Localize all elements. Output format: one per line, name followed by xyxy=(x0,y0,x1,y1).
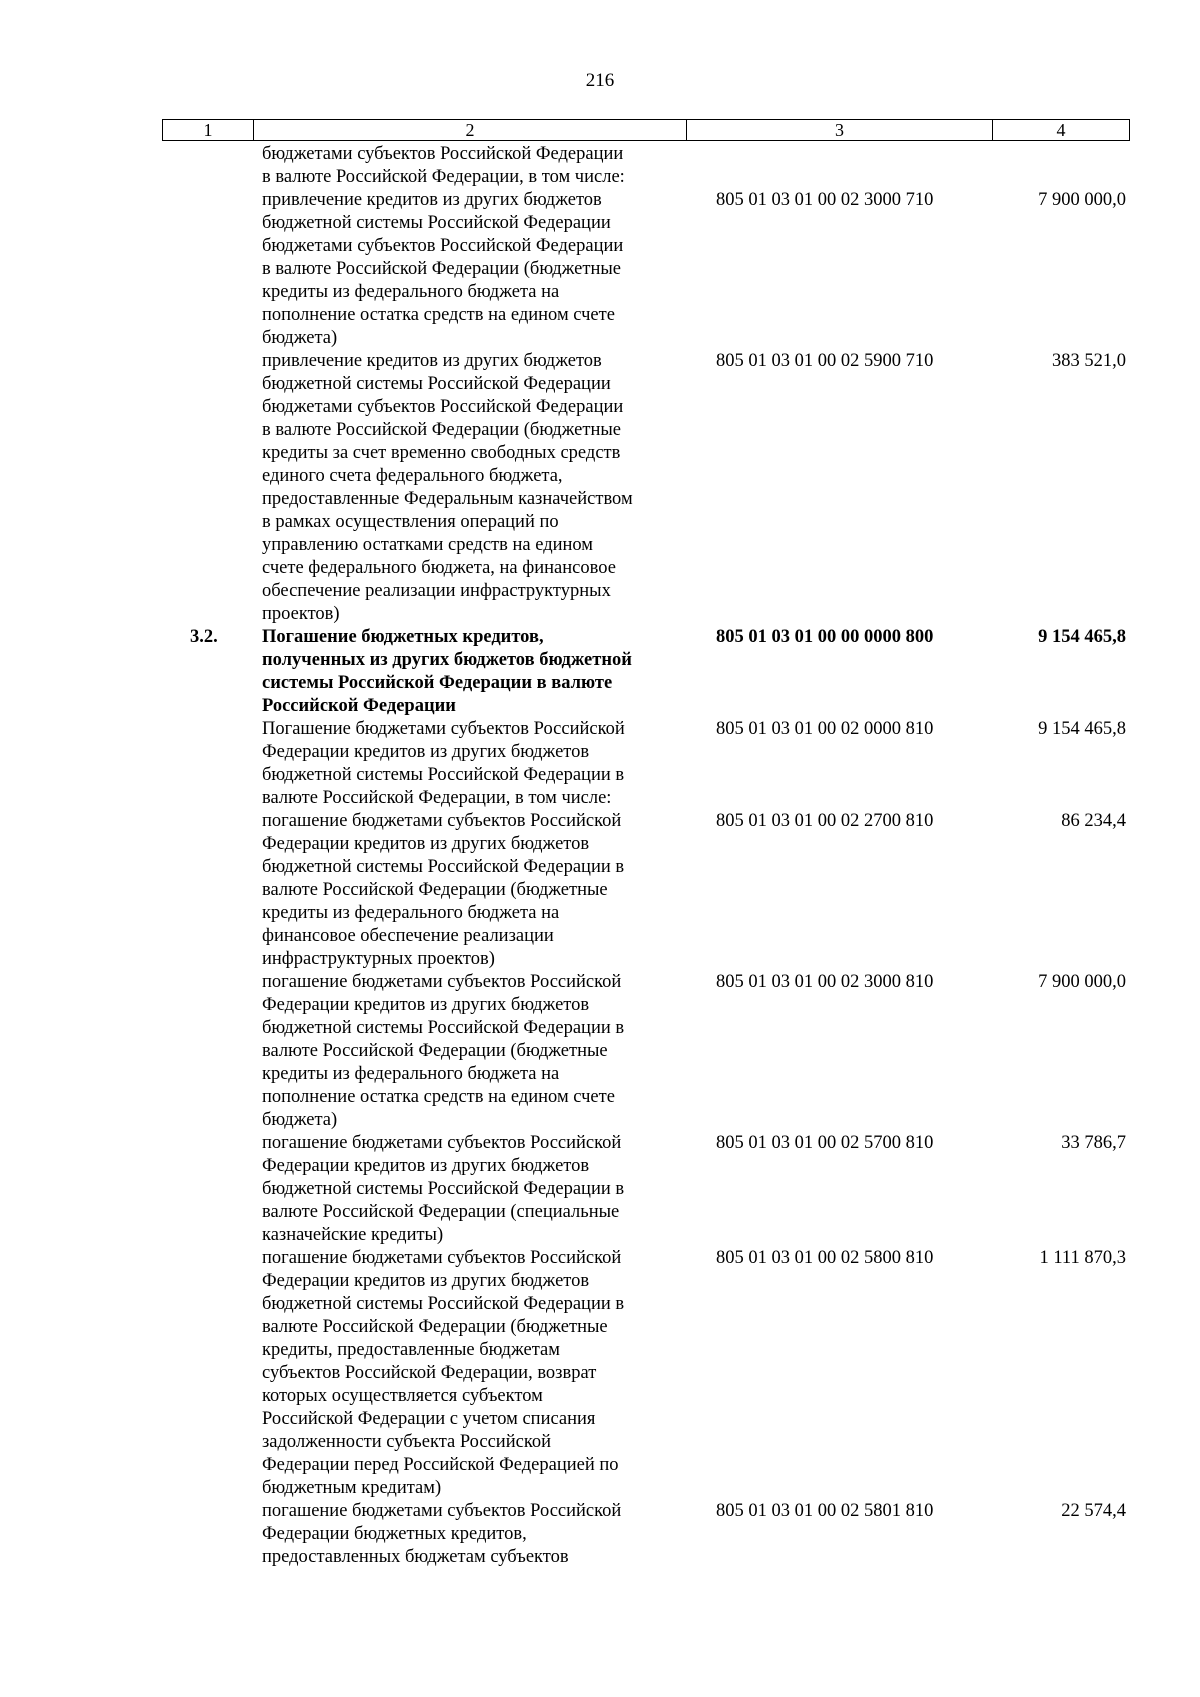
description-line: пополнение остатка средств на едином счете xyxy=(262,1087,615,1107)
table-row xyxy=(0,1500,1200,1569)
description-line: Федерации кредитов из других бюджетов xyxy=(262,995,590,1015)
description-line: Федерации кредитов из других бюджетов xyxy=(262,1271,590,1291)
row-number xyxy=(0,1132,262,1247)
row-amount: 383 521,0 xyxy=(1052,351,1126,371)
table-body xyxy=(0,143,1200,1569)
row-number xyxy=(0,350,262,626)
description-line: валюте Российской Федерации, в том числе: xyxy=(262,788,612,808)
description-line: Российской Федерации xyxy=(262,696,456,716)
description-line: кредиты за счет временно свободных средств xyxy=(262,443,621,463)
row-amount: 7 900 000,0 xyxy=(1038,972,1126,992)
row-description xyxy=(262,718,692,810)
row-amount xyxy=(998,143,1126,189)
description-line: привлечение кредитов из других бюджетов xyxy=(262,351,602,371)
description-line: Погашение бюджетами субъектов Российской xyxy=(262,719,625,739)
row-number xyxy=(0,1247,262,1500)
description-line: в валюте Российской Федерации (бюджетные xyxy=(262,259,621,279)
table-row xyxy=(0,143,1200,189)
row-amount: 1 111 870,3 xyxy=(1039,1248,1126,1268)
description-line: бюджета) xyxy=(262,328,338,348)
description-line: предоставленные Федеральным казначейством xyxy=(262,489,633,509)
description-line: Российской Федерации с учетом списания xyxy=(262,1409,596,1429)
row-amount: 22 574,4 xyxy=(1061,1501,1126,1521)
table-row xyxy=(0,350,1200,626)
description-line: полученных из других бюджетов бюджетной xyxy=(262,650,632,670)
description-line: валюте Российской Федерации (бюджетные xyxy=(262,880,608,900)
description-line: бюджетной системы Российской Федерации в xyxy=(262,765,625,785)
row-description xyxy=(262,350,692,626)
description-line: бюджетной системы Российской Федерации xyxy=(262,213,611,233)
description-line: бюджетной системы Российской Федерации в xyxy=(262,1179,625,1199)
description-line: бюджетной системы Российской Федерации в xyxy=(262,857,625,877)
description-line: счете федерального бюджета, на финансовое xyxy=(262,558,616,578)
description-line: инфраструктурных проектов) xyxy=(262,949,495,969)
description-line: кредиты из федерального бюджета на xyxy=(262,1064,560,1084)
description-line: задолженности субъекта Российской xyxy=(262,1432,552,1452)
description-line: погашение бюджетами субъектов Российской xyxy=(262,1501,622,1521)
row-number xyxy=(0,1500,262,1569)
row-amount: 7 900 000,0 xyxy=(1038,190,1126,210)
row-number xyxy=(0,143,262,189)
row-code: 805 01 03 01 00 02 5700 810 xyxy=(716,1133,934,1153)
description-line: кредиты из федерального бюджета на xyxy=(262,903,560,923)
description-line: бюджетами субъектов Российской Федерации xyxy=(262,236,624,256)
row-number xyxy=(0,718,262,810)
row-amount: 86 234,4 xyxy=(1061,811,1126,831)
description-line: Федерации бюджетных кредитов, xyxy=(262,1524,527,1544)
description-line: бюджетной системы Российской Федерации в xyxy=(262,1018,625,1038)
row-number xyxy=(0,189,262,350)
page-number: 216 xyxy=(585,70,615,91)
row-description xyxy=(262,971,692,1132)
row-description xyxy=(262,1500,692,1569)
description-line: валюте Российской Федерации (бюджетные xyxy=(262,1317,608,1337)
description-line: погашение бюджетами субъектов Российской xyxy=(262,1248,622,1268)
row-description xyxy=(262,143,692,189)
description-line: валюте Российской Федерации (специальные xyxy=(262,1202,620,1222)
row-code: 805 01 03 01 00 02 5800 810 xyxy=(716,1248,934,1268)
table-row xyxy=(0,626,1200,718)
description-line: бюджетами субъектов Российской Федерации xyxy=(262,144,624,164)
table-row xyxy=(0,1132,1200,1247)
description-line: привлечение кредитов из других бюджетов xyxy=(262,190,602,210)
description-line: предоставленных бюджетам субъектов xyxy=(262,1547,569,1567)
row-amount: 33 786,7 xyxy=(1061,1133,1126,1153)
description-line: погашение бюджетами субъектов Российской xyxy=(262,811,622,831)
table-row xyxy=(0,189,1200,350)
description-line: субъектов Российской Федерации, возврат xyxy=(262,1363,597,1383)
header-col-4: 4 xyxy=(1056,120,1066,140)
description-line: погашение бюджетами субъектов Российской xyxy=(262,972,622,992)
header-col-1: 1 xyxy=(163,120,254,140)
row-code: 805 01 03 01 00 02 3000 710 xyxy=(716,190,934,210)
row-description xyxy=(262,189,692,350)
description-line: казначейские кредиты) xyxy=(262,1225,444,1245)
description-line: Федерации кредитов из других бюджетов xyxy=(262,1156,590,1176)
row-number xyxy=(0,810,262,971)
table-row xyxy=(0,718,1200,810)
description-line: в рамках осуществления операций по xyxy=(262,512,559,532)
description-line: кредиты, предоставленные бюджетам xyxy=(262,1340,560,1360)
header-col-2: 2 xyxy=(254,120,687,140)
description-line: системы Российской Федерации в валюте xyxy=(262,673,613,693)
description-line: единого счета федерального бюджета, xyxy=(262,466,563,486)
row-code xyxy=(692,143,998,189)
description-line: бюджетной системы Российской Федерации xyxy=(262,374,611,394)
table-row xyxy=(0,971,1200,1132)
description-line: бюджетами субъектов Российской Федерации xyxy=(262,397,624,417)
row-code: 805 01 03 01 00 02 5801 810 xyxy=(716,1501,934,1521)
row-description xyxy=(262,1132,692,1247)
description-line: которых осуществляется субъектом xyxy=(262,1386,543,1406)
description-line: управлению остатками средств на едином xyxy=(262,535,594,555)
table-row xyxy=(0,1247,1200,1500)
row-number: 3.2. xyxy=(190,627,218,647)
description-line: кредиты из федерального бюджета на xyxy=(262,282,560,302)
description-line: Федерации кредитов из других бюджетов xyxy=(262,742,590,762)
table-header xyxy=(162,119,1130,141)
row-amount: 9 154 465,8 xyxy=(1038,719,1126,739)
description-line: обеспечение реализации инфраструктурных xyxy=(262,581,611,601)
description-line: проектов) xyxy=(262,604,340,624)
row-code: 805 01 03 01 00 02 2700 810 xyxy=(716,811,934,831)
header-col-3: 3 xyxy=(687,120,993,140)
table-row xyxy=(0,810,1200,971)
description-line: погашение бюджетами субъектов Российской xyxy=(262,1133,622,1153)
description-line: в валюте Российской Федерации (бюджетные xyxy=(262,420,621,440)
description-line: бюджетным кредитам) xyxy=(262,1478,442,1498)
row-description xyxy=(262,810,692,971)
description-line: бюджетной системы Российской Федерации в xyxy=(262,1294,625,1314)
row-code: 805 01 03 01 00 02 5900 710 xyxy=(716,351,934,371)
row-description xyxy=(262,1247,692,1500)
description-line: Погашение бюджетных кредитов, xyxy=(262,627,544,647)
row-description xyxy=(262,626,692,718)
row-code: 805 01 03 01 00 02 0000 810 xyxy=(716,719,934,739)
description-line: в валюте Российской Федерации, в том числе: xyxy=(262,167,625,187)
description-line: финансовое обеспечение реализации xyxy=(262,926,554,946)
row-amount: 9 154 465,8 xyxy=(1038,627,1126,647)
description-line: бюджета) xyxy=(262,1110,338,1130)
description-line: пополнение остатка средств на едином счете xyxy=(262,305,615,325)
description-line: валюте Российской Федерации (бюджетные xyxy=(262,1041,608,1061)
row-code: 805 01 03 01 00 02 3000 810 xyxy=(716,972,934,992)
description-line: Федерации кредитов из других бюджетов xyxy=(262,834,590,854)
description-line: Федерации перед Российской Федерацией по xyxy=(262,1455,619,1475)
row-number xyxy=(0,971,262,1132)
row-code: 805 01 03 01 00 00 0000 800 xyxy=(716,627,934,647)
